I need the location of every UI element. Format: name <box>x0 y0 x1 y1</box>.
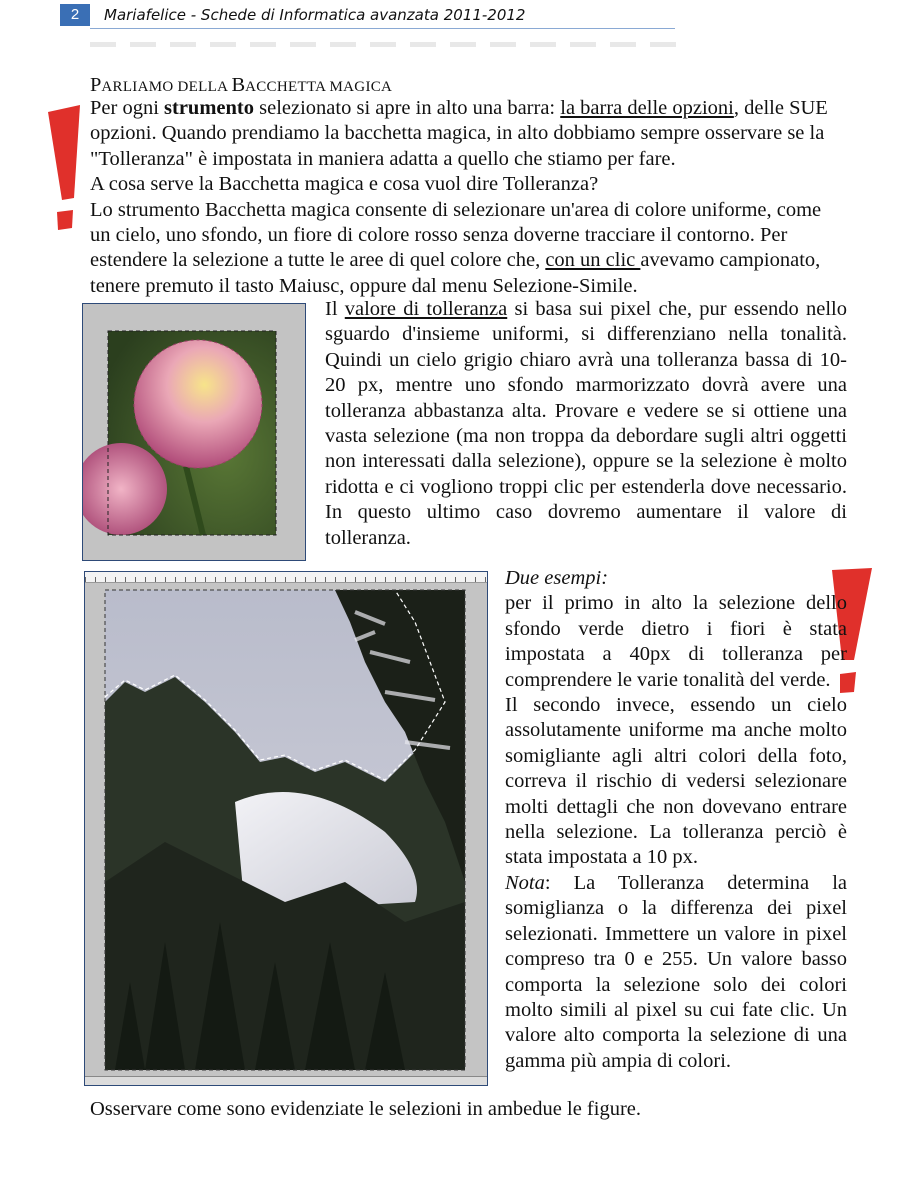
exclamation-icon <box>40 100 88 240</box>
flower-selection-figure <box>82 303 306 561</box>
paragraph: Per ogni strumento selezionato si apre in alto una barra: la barra delle opzioni, delle SUE opzioni. Quando prendiamo la bacchetta magica, in alto dobbiamo sempre osservare se la "Tolleranza" è impostata in maniera adatta a quello che stiamo per fare. <box>90 97 828 170</box>
examples-text <box>505 566 847 1074</box>
header-title: Mariafelice - Schede di Informatica avanzata 2011-2012 <box>104 6 526 24</box>
flower-image <box>83 304 305 560</box>
forest-selection-figure <box>84 571 488 1086</box>
status-bar <box>85 1076 487 1085</box>
examples-title: Due esempi: <box>505 567 609 589</box>
intro-text <box>90 96 832 299</box>
header-rule <box>90 28 675 29</box>
page-number: 2 <box>60 4 90 26</box>
tolerance-text: Il valore di tolleranza si basa sui pixel che, pur essendo nello sguardo d'insieme uniformi, si differenziano nella tonalità. Quindi un cielo grigio chiaro avrà una tolleranza bassa di 10-20 px, mentre uno sfondo marmorizzato dovrà avere una tolleranza abbastanza alta. Provare e vedere se si ottiene una vasta selezione (ma non troppa da debordare sugli altri oggetti non interessati dalla selezione), oppure se la selezione è molto ridotta e ci vogliono troppi clic per estenderla dove necessario. In questo ultimo caso dovremo aumentare il valore di tolleranza. <box>325 298 847 549</box>
paragraph: A cosa serve la Bacchetta magica e cosa vuol dire Tolleranza? <box>90 173 599 196</box>
decorative-dashes <box>90 42 690 47</box>
paragraph: Il secondo invece, essendo un cielo assolutamente uniforme ma anche molto somigliante agli altri colori della foto, correva il rischio di vedersi selezionare molti dettagli che non dovevano entrare nella selezione. La tolleranza perciò è stata impostata a 10 px. <box>505 694 847 869</box>
note-paragraph: Nota: La Tolleranza determina la somiglianza o la differenza dei pixel selezionati. Immettere un valore in pixel compreso tra 0 e 255. Un valore basso comporta la selezione solo dei colori molto simili al pixel su cui fate clic. Un valore alto comporta la selezione di una gamma più ampia di colori. <box>505 871 847 1072</box>
footer-text: Osservare come sono evidenziate le selezioni in ambedue le figure. <box>90 1098 641 1120</box>
forest-image <box>85 582 487 1076</box>
section-heading: PARLIAMO DELLA BACCHETTA MAGICA <box>90 74 393 96</box>
paragraph: per il primo in alto la selezione dello sfondo verde dietro i fiori è stata impostata a 40px di tolleranza per comprendere le varie tonalità del verde. <box>505 592 847 691</box>
paragraph: Lo strumento Bacchetta magica consente di selezionare un'area di colore uniforme, come un cielo, uno sfondo, un fiore di colore rosso senza doverne tracciare il contorno. Per estendere la selezione a tutte le aree di quel colore che, con un clic avevamo campionato, tenere premuto il tasto Maiusc, oppure dal menu Selezione-Simile. <box>90 198 822 297</box>
page-header <box>0 0 900 30</box>
